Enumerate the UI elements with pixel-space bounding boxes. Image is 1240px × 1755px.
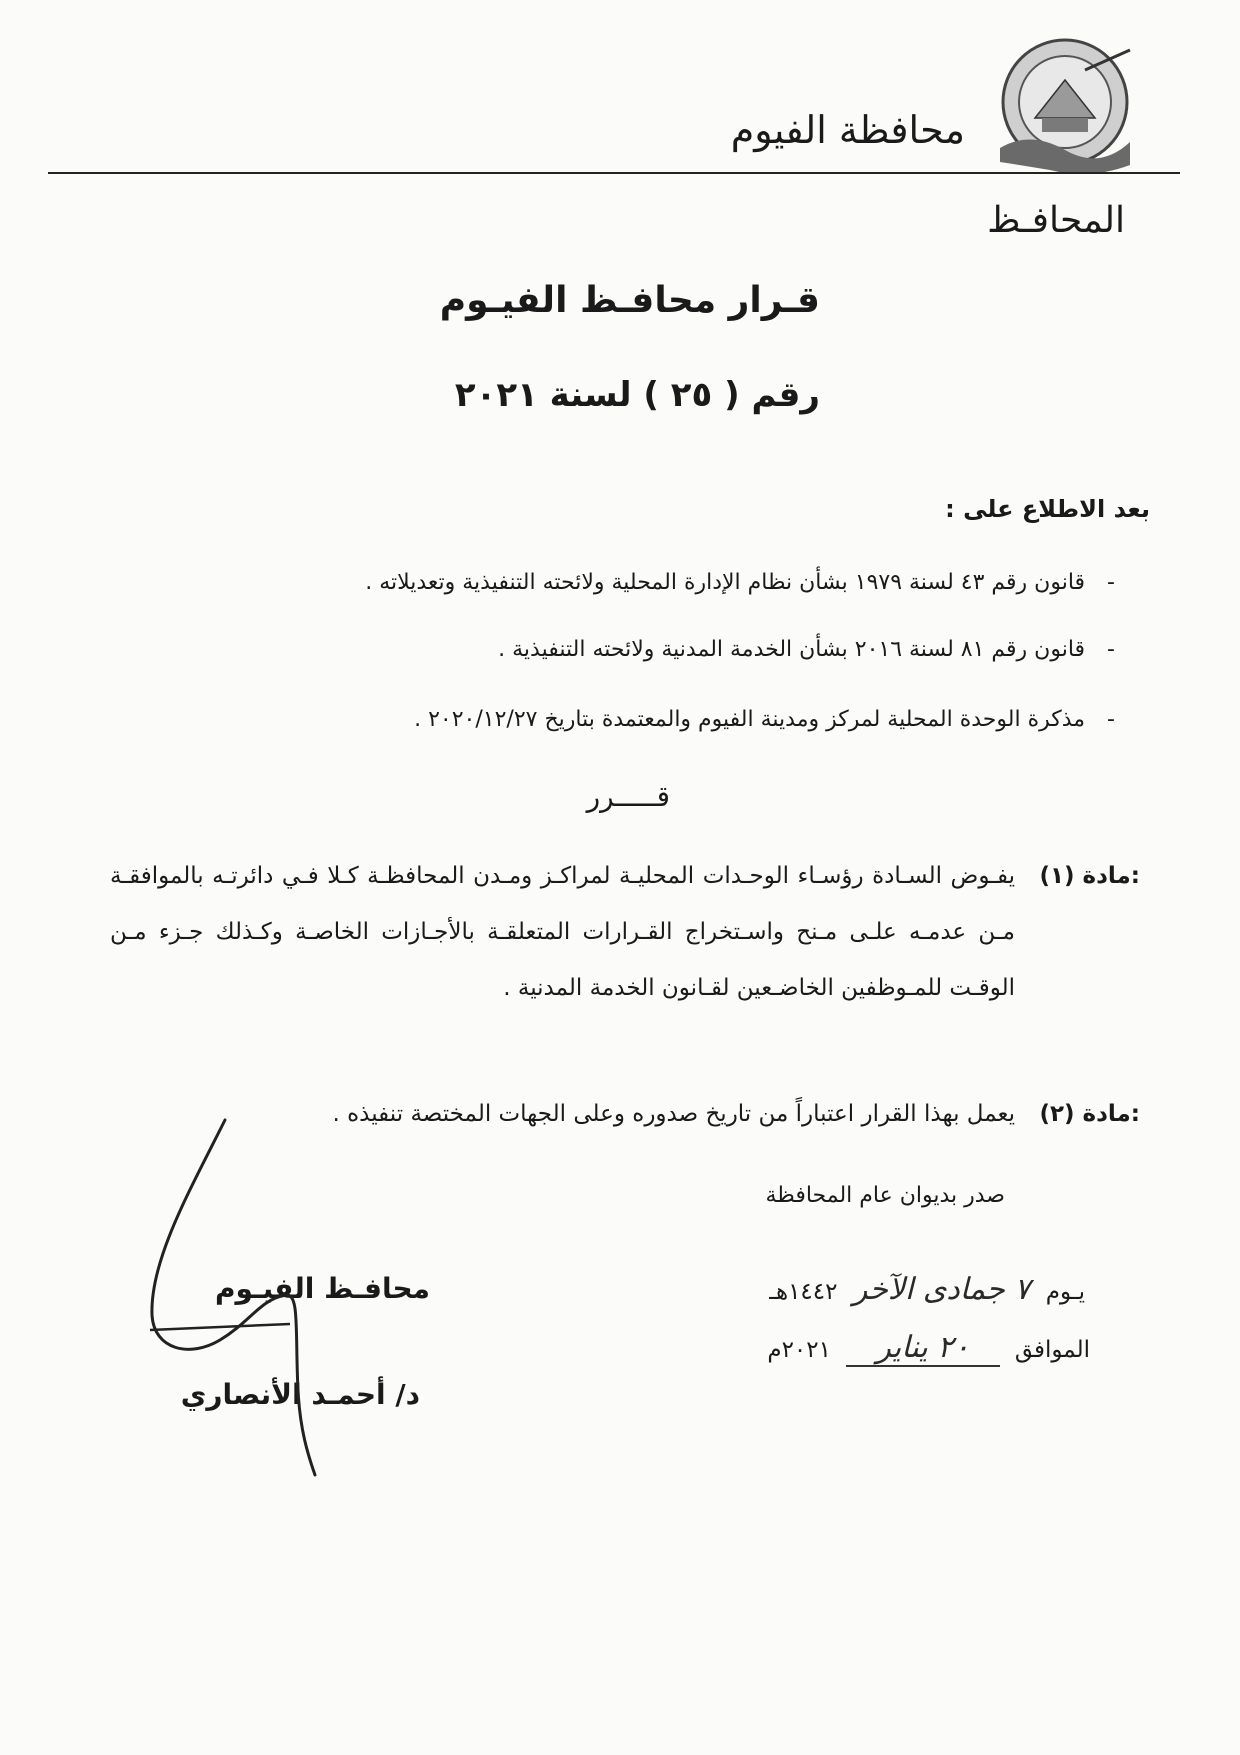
header-divider — [48, 172, 1180, 174]
article-label: مادة (١): — [1039, 863, 1140, 889]
hijri-year: ١٤٤٢هـ — [769, 1279, 838, 1305]
governorate-seal-icon — [990, 30, 1140, 180]
reference-item — [414, 707, 1115, 732]
gregorian-handwritten-date: ٢٠ يناير — [846, 1330, 999, 1367]
reference-text: مذكرة الوحدة المحلية لمركز ومدينة الفيوم والمعتمدة بتاريخ ٢٠٢٠/١٢/٢٧ . — [414, 707, 1086, 732]
hijri-prefix: يـوم — [1045, 1279, 1085, 1305]
issued-at: صدر بديوان عام المحافظة — [765, 1183, 1005, 1208]
reference-item — [365, 570, 1115, 595]
gregorian-date-line — [767, 1330, 1090, 1367]
article-label: مادة (٢): — [1039, 1101, 1140, 1127]
signatory-name: د/ أحمـد الأنصاري — [180, 1378, 420, 1411]
article-text: يعمل بهذا القرار اعتباراً من تاريخ صدوره وعلى الجهات المختصة تنفيذه . — [332, 1101, 1015, 1127]
hijri-date-line — [769, 1272, 1085, 1307]
reference-dash: - — [1107, 570, 1115, 595]
signatory-title: محافـظ الفيـوم — [214, 1272, 430, 1305]
issuer-role: المحافـظ — [987, 200, 1125, 241]
reference-text: قانون رقم ٤٣ لسنة ١٩٧٩ بشأن نظام الإدارة المحلية ولائحته التنفيذية وتعديلاته . — [365, 570, 1086, 595]
gregorian-prefix: الموافق — [1014, 1337, 1090, 1363]
reference-dash: - — [1107, 637, 1115, 662]
article-text: يفـوض السـادة رؤسـاء الوحـدات المحليـة لمراكـز ومـدن المحافظـة كـلا فـي دائرتـه بالموافقـة مـن عدمـه علـى مـنح واسـتخراج القـرارات المتعلقـة بالأجـازات الخاصـة وكـذلك جـزء مـن الوقـت للمـوظفين الخاضـعين لقـانون الخدمة المدنية . — [110, 863, 1015, 1001]
reference-dash: - — [1107, 707, 1115, 732]
decree-number: رقم ( ٢٥ ) لسنة ٢٠٢١ — [454, 375, 820, 415]
reference-text: قانون رقم ٨١ لسنة ٢٠١٦ بشأن الخدمة المدنية ولائحته التنفيذية . — [498, 637, 1086, 662]
hijri-handwritten-date: ٧ جمادى الآخر — [852, 1272, 1031, 1307]
preamble-intro: بعد الاطلاع على : — [945, 495, 1150, 523]
decision-heading: قـــــرر — [586, 780, 670, 813]
article-1 — [110, 848, 1140, 1078]
decree-title: قـرار محافـظ الفيـوم — [439, 280, 820, 321]
governorate-name: محافظة الفيوم — [730, 108, 965, 152]
handwritten-signature-icon — [130, 1100, 390, 1480]
reference-item — [498, 637, 1115, 662]
gregorian-year: ٢٠٢١م — [767, 1337, 831, 1363]
